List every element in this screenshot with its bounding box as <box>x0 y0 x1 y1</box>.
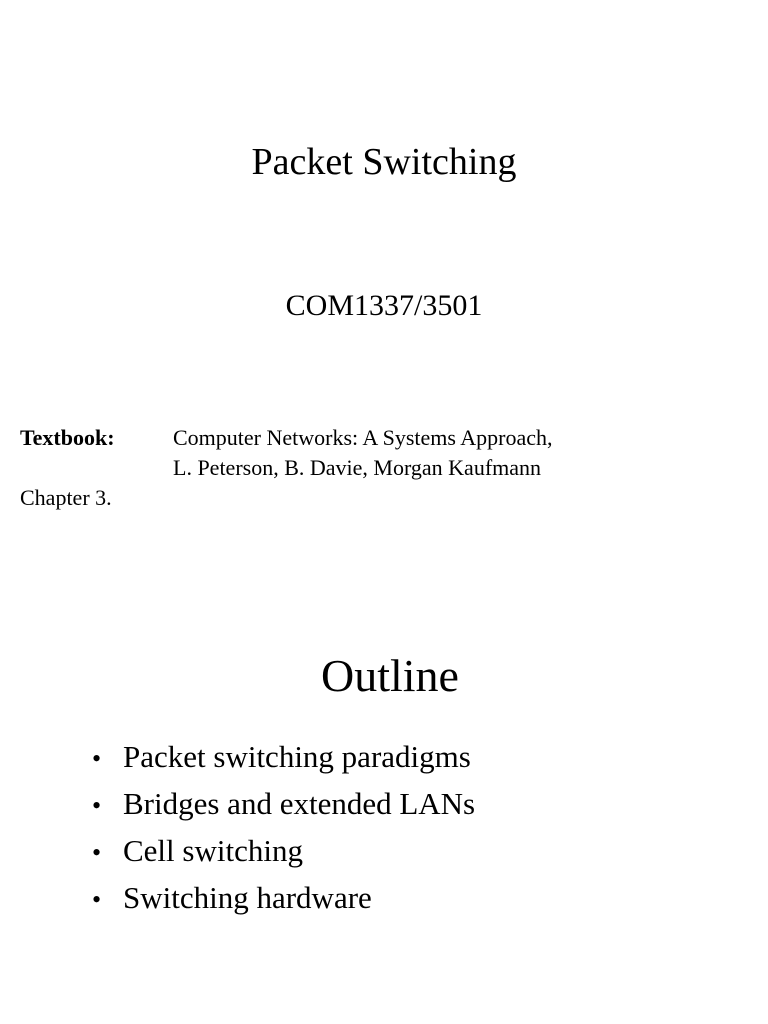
list-item-text: Switching hardware <box>123 880 372 915</box>
list-item-text: Packet switching paradigms <box>123 739 471 774</box>
outline-title: Outline <box>321 650 459 701</box>
bullet-icon: • <box>92 791 102 820</box>
course-code: COM1337/3501 <box>285 289 483 322</box>
list-item <box>92 828 475 875</box>
bullet-icon: • <box>92 885 102 914</box>
list-item <box>92 875 475 922</box>
slide-title: Packet Switching <box>251 141 517 183</box>
list-item <box>92 781 475 828</box>
textbook-title: Computer Networks: A Systems Approach, <box>173 425 553 450</box>
chapter-reference: Chapter 3. <box>20 485 112 510</box>
outline-list <box>92 734 475 922</box>
list-item <box>92 734 475 781</box>
bullet-icon: • <box>92 744 102 773</box>
textbook-label: Textbook: <box>20 425 115 450</box>
list-item-text: Bridges and extended LANs <box>123 786 476 821</box>
textbook-authors: L. Peterson, B. Davie, Morgan Kaufmann <box>173 455 542 480</box>
bullet-icon: • <box>92 838 102 867</box>
list-item-text: Cell switching <box>123 833 303 868</box>
outline-slide <box>0 530 768 1024</box>
